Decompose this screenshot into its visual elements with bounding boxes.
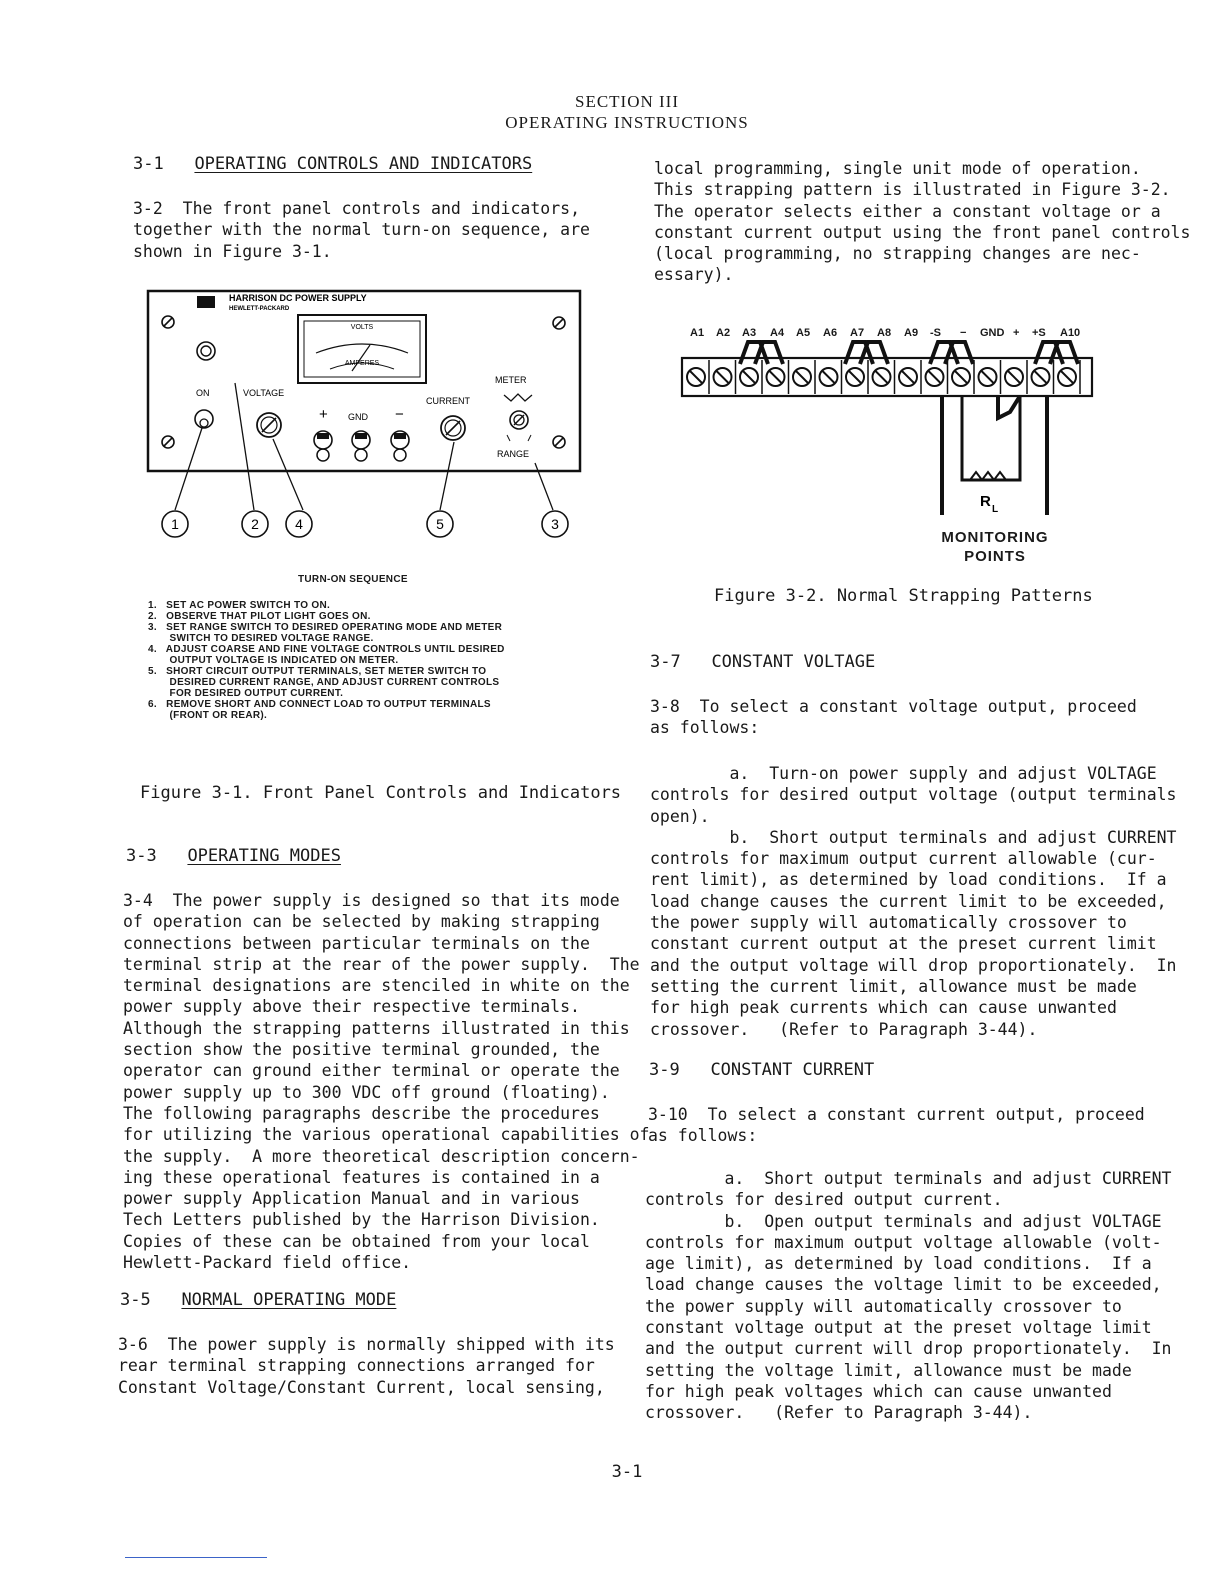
- terminal-label: +: [1013, 327, 1020, 339]
- terminal-label: GND: [980, 327, 1005, 339]
- load-resistor-label: R: [980, 493, 991, 510]
- terminal-label: −: [960, 327, 967, 339]
- meter-amperes-label: AMPERES: [344, 360, 380, 367]
- load-resistor-subscript: L: [992, 504, 999, 515]
- terminal-screw-icon: [687, 360, 709, 394]
- heading-number: 3-5: [120, 1290, 151, 1310]
- turn-on-sequence-title: TURN-ON SEQUENCE: [298, 574, 408, 585]
- terminal-label: -S: [930, 327, 941, 339]
- heading-number: 3-1: [133, 154, 164, 174]
- terminal-label: A2: [716, 327, 731, 339]
- constant-voltage-steps: a. Turn-on power supply and adjust VOLTAGE controls for desired output voltage (output terminals open). b. Short output terminals and adjust CURRENT controls for maximum output current allowable (cur- rent limit), as determined by load conditions. If a load change causes the current limit to be exceeded, the power supply will automatically crossover to constant current output at the preset current limit and the output voltage will drop proportionately. In setting the current limit, allowance must be made for high peak currents which can cause unwanted crossover. (Refer to Paragraph 3-44).: [650, 764, 1177, 1039]
- terminal-label: A8: [877, 327, 892, 339]
- heading-3-9: [649, 1060, 874, 1080]
- callout-2-number: 2: [251, 516, 259, 532]
- voltage-knob-icon: [257, 413, 281, 437]
- page-title: OPERATING INSTRUCTIONS: [505, 113, 749, 132]
- turn-on-steps: 1. SET AC POWER SWITCH TO ON. 2. OBSERVE THAT PILOT LIGHT GOES ON. 3. SET RANGE SWITCH TO DESIRED OPERATING MODE AND METER SWITCH TO DESIRED VOLTAGE RANGE. 4. ADJUST COARSE AND FINE VOLTAGE CONTROLS UNTIL DESIRED OUTPUT VOLTAGE IS INDICATED ON METER. 5. SHORT CIRCUIT OUTPUT TERMINALS, SET METER SWITCH TO DESIRED CURRENT RANGE, AND ADJUST CURRENT CONTROLS FOR DESIRED OUTPUT CURRENT. 6. REMOVE SHORT AND CONNECT LOAD TO OUTPUT TERMINALS (FRONT OR REAR).: [148, 600, 505, 721]
- current-label: CURRENT: [426, 396, 470, 406]
- brand-line-1: HARRISON DC POWER SUPPLY: [229, 293, 367, 303]
- screw-icon: [553, 436, 565, 448]
- meter-icon: [298, 315, 426, 383]
- terminal-screw-icon: [820, 360, 842, 394]
- brand-line-2: HEWLETT-PACKARD: [229, 306, 290, 312]
- hp-logo-icon: [197, 296, 215, 308]
- monitoring-points-label: [930, 528, 1060, 566]
- terminal-label: +S: [1032, 327, 1046, 339]
- terminal-label: A1: [690, 327, 705, 339]
- screw-icon: [162, 436, 174, 448]
- terminal-screw-icon: [926, 360, 948, 394]
- callout-5-number: 5: [436, 516, 444, 532]
- heading-3-7: [650, 652, 875, 672]
- range-label: RANGE: [497, 449, 530, 459]
- figure-3-2-caption: Figure 3-2. Normal Strapping Patterns: [714, 586, 1093, 606]
- heading-3-5: [120, 1290, 396, 1310]
- heading-3-1: [133, 154, 532, 174]
- heading-3-3: [126, 846, 341, 866]
- heading-number: 3-7: [650, 652, 681, 672]
- heading-title: OPERATING MODES: [187, 846, 341, 866]
- monitoring-line-2: POINTS: [964, 548, 1026, 565]
- figure-3-1-caption: Figure 3-1. Front Panel Controls and Indicators: [140, 783, 622, 803]
- power-switch-icon: [195, 410, 213, 428]
- terminal-screw-icon: [1058, 360, 1080, 394]
- current-knob-icon: [441, 416, 465, 440]
- terminal-screw-icon: [793, 360, 815, 394]
- pilot-light-icon: [197, 342, 215, 360]
- callout-3-number: 3: [551, 516, 559, 532]
- minus-terminal-label: −: [395, 406, 404, 423]
- monitoring-line-1: MONITORING: [941, 529, 1049, 546]
- section-heading: SECTION III: [574, 92, 679, 111]
- range-marks-icon: [504, 394, 532, 401]
- meter-volts-label: VOLTS: [350, 324, 374, 331]
- terminal-strip-figure: [680, 340, 1100, 530]
- terminal-screw-icon: [767, 360, 789, 394]
- terminal-label: A6: [823, 327, 838, 339]
- paragraph-continued: local programming, single unit mode of operation. This strapping pattern is illustrated in Figure 3-2. The operator selects either a constant voltage or a constant current output using the front panel controls (local programming, no strapping changes are nec- essary).: [654, 159, 1191, 285]
- on-label: ON: [196, 388, 210, 398]
- terminal-screws: [687, 360, 1080, 394]
- terminal-screw-icon: [846, 360, 868, 394]
- voltage-label: VOLTAGE: [243, 388, 285, 398]
- callout-4-number: 4: [295, 516, 303, 532]
- callout-1-number: 1: [171, 516, 179, 532]
- binding-post-icon: [314, 431, 332, 461]
- heading-number: 3-3: [126, 846, 157, 866]
- terminal-label: A3: [742, 327, 757, 339]
- paragraph-3-6: 3-6 The power supply is normally shipped with its rear terminal strapping connections arranged for Constant Voltage/Constant Current, local sensing,: [118, 1335, 615, 1397]
- terminal-label: A7: [850, 327, 865, 339]
- heading-title: CONSTANT VOLTAGE: [711, 652, 876, 672]
- paragraph-3-4: 3-4 The power supply is designed so that its mode of operation can be selected by making strapping connections between particular terminals on the terminal strip at the rear of the power supply. The terminal designations are stenciled in white on the power supply above their respective terminals. Although the strapping patterns illustrated in this section show the positive terminal grounded, the operator can ground either terminal or operate the power supply up to 300 VDC off ground (floating). The following paragraphs describe the procedures for utilizing the various operational capabilities of the supply. A more theoretical description concern- ing these operational features is contained in a power supply Application Manual and in various Tech Letters published by the Harrison Division. Copies of these can be obtained from your local Hewlett-Packard field office.: [123, 891, 650, 1273]
- plus-terminal-label: +: [319, 406, 328, 423]
- gnd-label: GND: [348, 412, 368, 422]
- terminal-label: A4: [770, 327, 785, 339]
- paragraph-3-10: 3-10 To select a constant current output, proceed as follows:: [648, 1105, 1145, 1146]
- paragraph-3-2: 3-2 The front panel controls and indicators, together with the normal turn-on sequence, are shown in Figure 3-1.: [133, 199, 590, 261]
- heading-title: OPERATING CONTROLS AND INDICATORS: [194, 154, 533, 174]
- heading-title: CONSTANT CURRENT: [710, 1060, 875, 1080]
- terminal-screw-icon: [1005, 360, 1027, 394]
- binding-post-icon: [352, 431, 370, 461]
- terminal-screw-icon: [873, 360, 895, 394]
- terminal-label: A10: [1060, 327, 1081, 339]
- paragraph-3-8: 3-8 To select a constant voltage output, proceed as follows:: [650, 697, 1137, 738]
- meter-label: METER: [495, 375, 527, 385]
- heading-number: 3-9: [649, 1060, 680, 1080]
- monitoring-leads: [942, 396, 1047, 515]
- terminal-screw-icon: [714, 360, 736, 394]
- callout-leaders: [175, 383, 553, 510]
- meter-range-switch-icon: [510, 411, 528, 429]
- terminal-label: A5: [796, 327, 811, 339]
- screw-icon: [162, 316, 174, 328]
- terminal-label: A9: [904, 327, 919, 339]
- terminal-screw-icon: [740, 360, 762, 394]
- terminal-screw-icon: [952, 360, 974, 394]
- terminal-screw-icon: [979, 360, 1001, 394]
- screw-icon: [553, 317, 565, 329]
- footer-rule: [125, 1557, 267, 1558]
- constant-current-steps: a. Short output terminals and adjust CURRENT controls for desired output current. b. Open output terminals and adjust VOLTAGE controls for maximum output voltage allowable (volt- age limit), as determined by load conditions. If a load change causes the voltage limit to be exceeded, the power supply will automatically crossover to constant voltage output at the preset voltage limit and the output current will drop proportionately. In setting the voltage limit, allowance must be made for high peak voltages which can cause unwanted crossover. (Refer to Paragraph 3-44).: [645, 1169, 1172, 1423]
- heading-title: NORMAL OPERATING MODE: [181, 1290, 397, 1310]
- terminal-screw-icon: [1032, 360, 1054, 394]
- page-number: 3-1: [611, 1462, 643, 1482]
- binding-post-icon: [391, 431, 409, 461]
- front-panel-figure: [140, 285, 590, 545]
- terminal-screw-icon: [899, 360, 921, 394]
